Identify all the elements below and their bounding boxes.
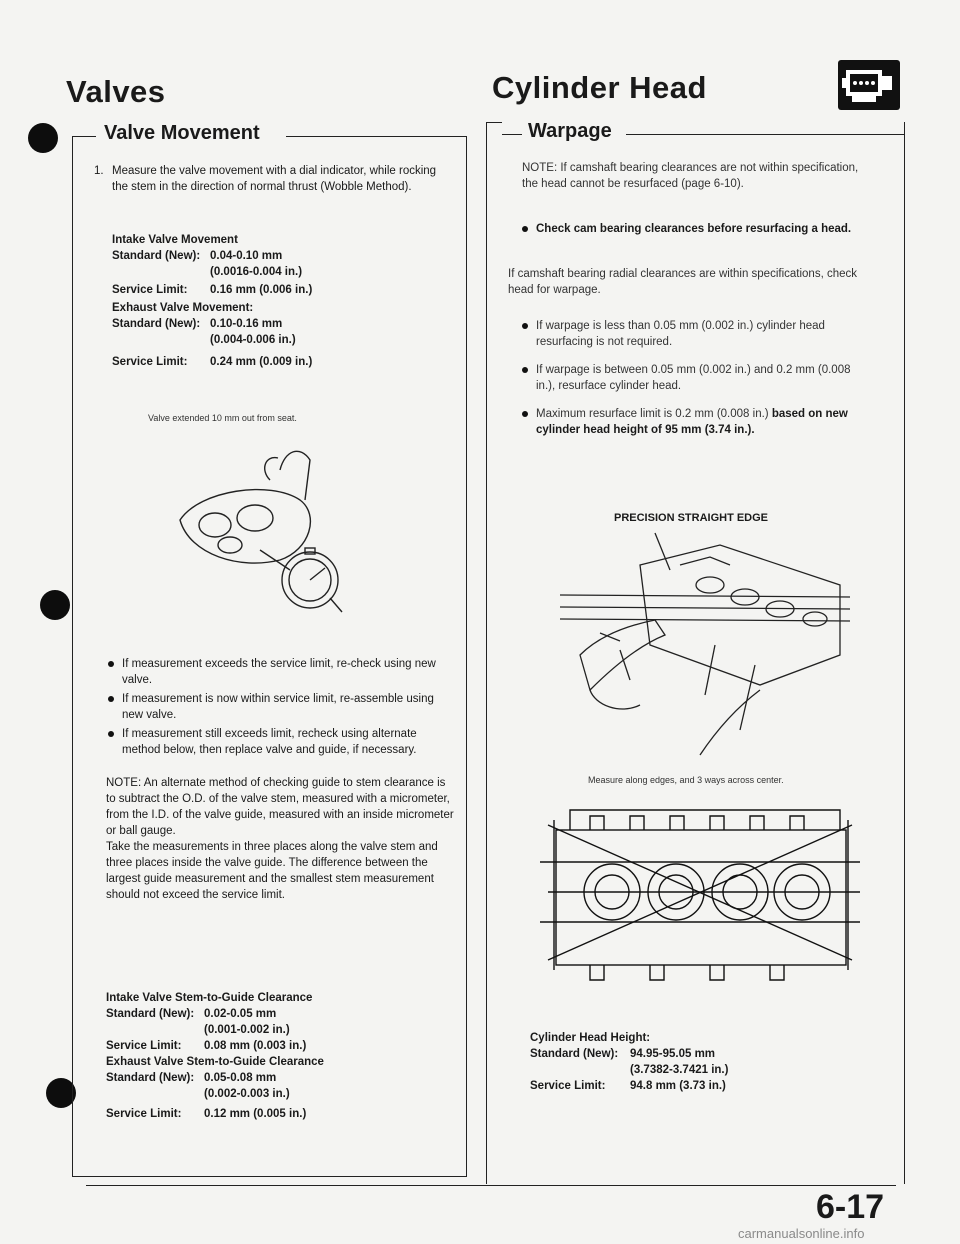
list-item (520, 406, 870, 438)
spec-value: 0.12 mm (0.005 in.) (204, 1108, 307, 1120)
spec-value-in: (0.004-0.006 in.) (210, 334, 296, 346)
list-item: If measurement exceeds the service limit, re-check using new valve. (106, 656, 456, 688)
note-text: If camshaft bearing clearances are not within specification, the head cannot be resurfaced (page 6-10). (522, 162, 859, 190)
page-number: 6-17 (816, 1188, 885, 1226)
clearance-intake-heading: Intake Valve Stem-to-Guide Clearance (106, 992, 313, 1004)
clearance-exhaust-heading: Exhaust Valve Stem-to-Guide Clearance (106, 1056, 324, 1068)
step-number: 1. (94, 165, 104, 177)
engine-icon (838, 60, 900, 110)
right-header-title: Cylinder Head (492, 70, 707, 105)
spec-label: Service Limit: (530, 1080, 606, 1092)
binder-hole-icon (40, 590, 70, 620)
dial-indicator-figure (160, 440, 360, 620)
spec-value-in: (0.002-0.003 in.) (204, 1088, 290, 1100)
left-header-title: Valves (66, 74, 166, 109)
warpage-intro: If camshaft bearing radial clearances are within specifications, check head for warpage. (508, 268, 858, 296)
spec-value-in: (3.7382-3.7421 in.) (630, 1064, 729, 1076)
intake-heading: Intake Valve Movement (112, 234, 238, 246)
spec-value: 0.10-0.16 mm (210, 318, 283, 330)
intake-valve-movement-spec (112, 232, 452, 370)
spec-label: Service Limit: (106, 1040, 182, 1052)
watermark: carmanualsonline.info (738, 1226, 865, 1241)
spec-value: 94.95-95.05 mm (630, 1048, 716, 1060)
list-item: If measurement is now within service limit, re-assemble using new valve. (106, 691, 456, 723)
spec-value: 0.04-0.10 mm (210, 250, 283, 262)
straight-edge-figure (560, 525, 860, 765)
spec-value: 94.8 mm (3.73 in.) (630, 1080, 726, 1092)
spec-value: 0.24 mm (0.009 in.) (210, 356, 313, 368)
note-text: An alternate method of checking guide to stem clearance is to subtract the O.D. of the valve stem, measured with a micrometer, from the I.D. of the valve guide, measured with an inside micrometer or ball gauge. (106, 777, 454, 837)
measurement-pattern-figure (540, 800, 860, 985)
spec-label: Service Limit: (106, 1108, 182, 1120)
note-label: NOTE: (522, 162, 558, 174)
list-item: Check cam bearing clearances before resurfacing a head. (520, 221, 870, 237)
spec-label: Standard (New): (106, 1072, 195, 1084)
dial-figure-caption: Valve extended 10 mm out from seat. (148, 413, 297, 423)
note-text-2: Take the measurements in three places along the valve stem and three places inside the valve guide. The difference between the largest guide measurement and the smallest stem measurement should not exceed the service limit. (106, 841, 438, 901)
list-item: If warpage is between 0.05 mm (0.002 in.) and 0.2 mm (0.008 in.), resurface cylinder head. (520, 362, 870, 394)
cylinder-head-height-spec (530, 1030, 870, 1094)
spec-label: Service Limit: (112, 356, 188, 368)
spec-value: 0.08 mm (0.003 in.) (204, 1040, 307, 1052)
height-heading: Cylinder Head Height: (530, 1032, 651, 1044)
list-item: If warpage is less than 0.05 mm (0.002 in.) cylinder head resurfacing is not required. (520, 318, 870, 350)
spec-label: Standard (New): (106, 1008, 195, 1020)
exhaust-heading: Exhaust Valve Movement: (112, 302, 254, 314)
spec-value: 0.02-0.05 mm (204, 1008, 277, 1020)
spec-value: 0.16 mm (0.006 in.) (210, 284, 313, 296)
spec-value: 0.05-0.08 mm (204, 1072, 277, 1084)
warpage-title: Warpage (522, 120, 618, 143)
spec-label: Standard (New): (530, 1048, 619, 1060)
straight-edge-caption: Measure along edges, and 3 ways across center. (588, 775, 784, 785)
bullet-text-bold: based on new cylinder head height of 95 mm (3.74 in.). (536, 408, 848, 436)
note-label: NOTE: (106, 777, 142, 789)
spec-label: Service Limit: (112, 284, 188, 296)
binder-hole-icon (28, 123, 58, 153)
stem-guide-clearance-spec (106, 990, 456, 1122)
bullet-text: Maximum resurface limit is 0.2 mm (0.008 in.) (536, 408, 769, 420)
list-item: If measurement still exceeds limit, recheck using alternate method below, then replace valve and guide, if necessary. (106, 726, 456, 758)
spec-value-in: (0.0016-0.004 in.) (210, 266, 303, 278)
spec-label: Standard (New): (112, 318, 201, 330)
step-text: Measure the valve movement with a dial indicator, while rocking the stem in the direction of normal thrust (Wobble Method). (112, 165, 437, 193)
spec-label: Standard (New): (112, 250, 201, 262)
spec-value-in: (0.001-0.002 in.) (204, 1024, 290, 1036)
straight-edge-label: PRECISION STRAIGHT EDGE (614, 512, 769, 524)
valve-movement-title: Valve Movement (98, 122, 266, 145)
